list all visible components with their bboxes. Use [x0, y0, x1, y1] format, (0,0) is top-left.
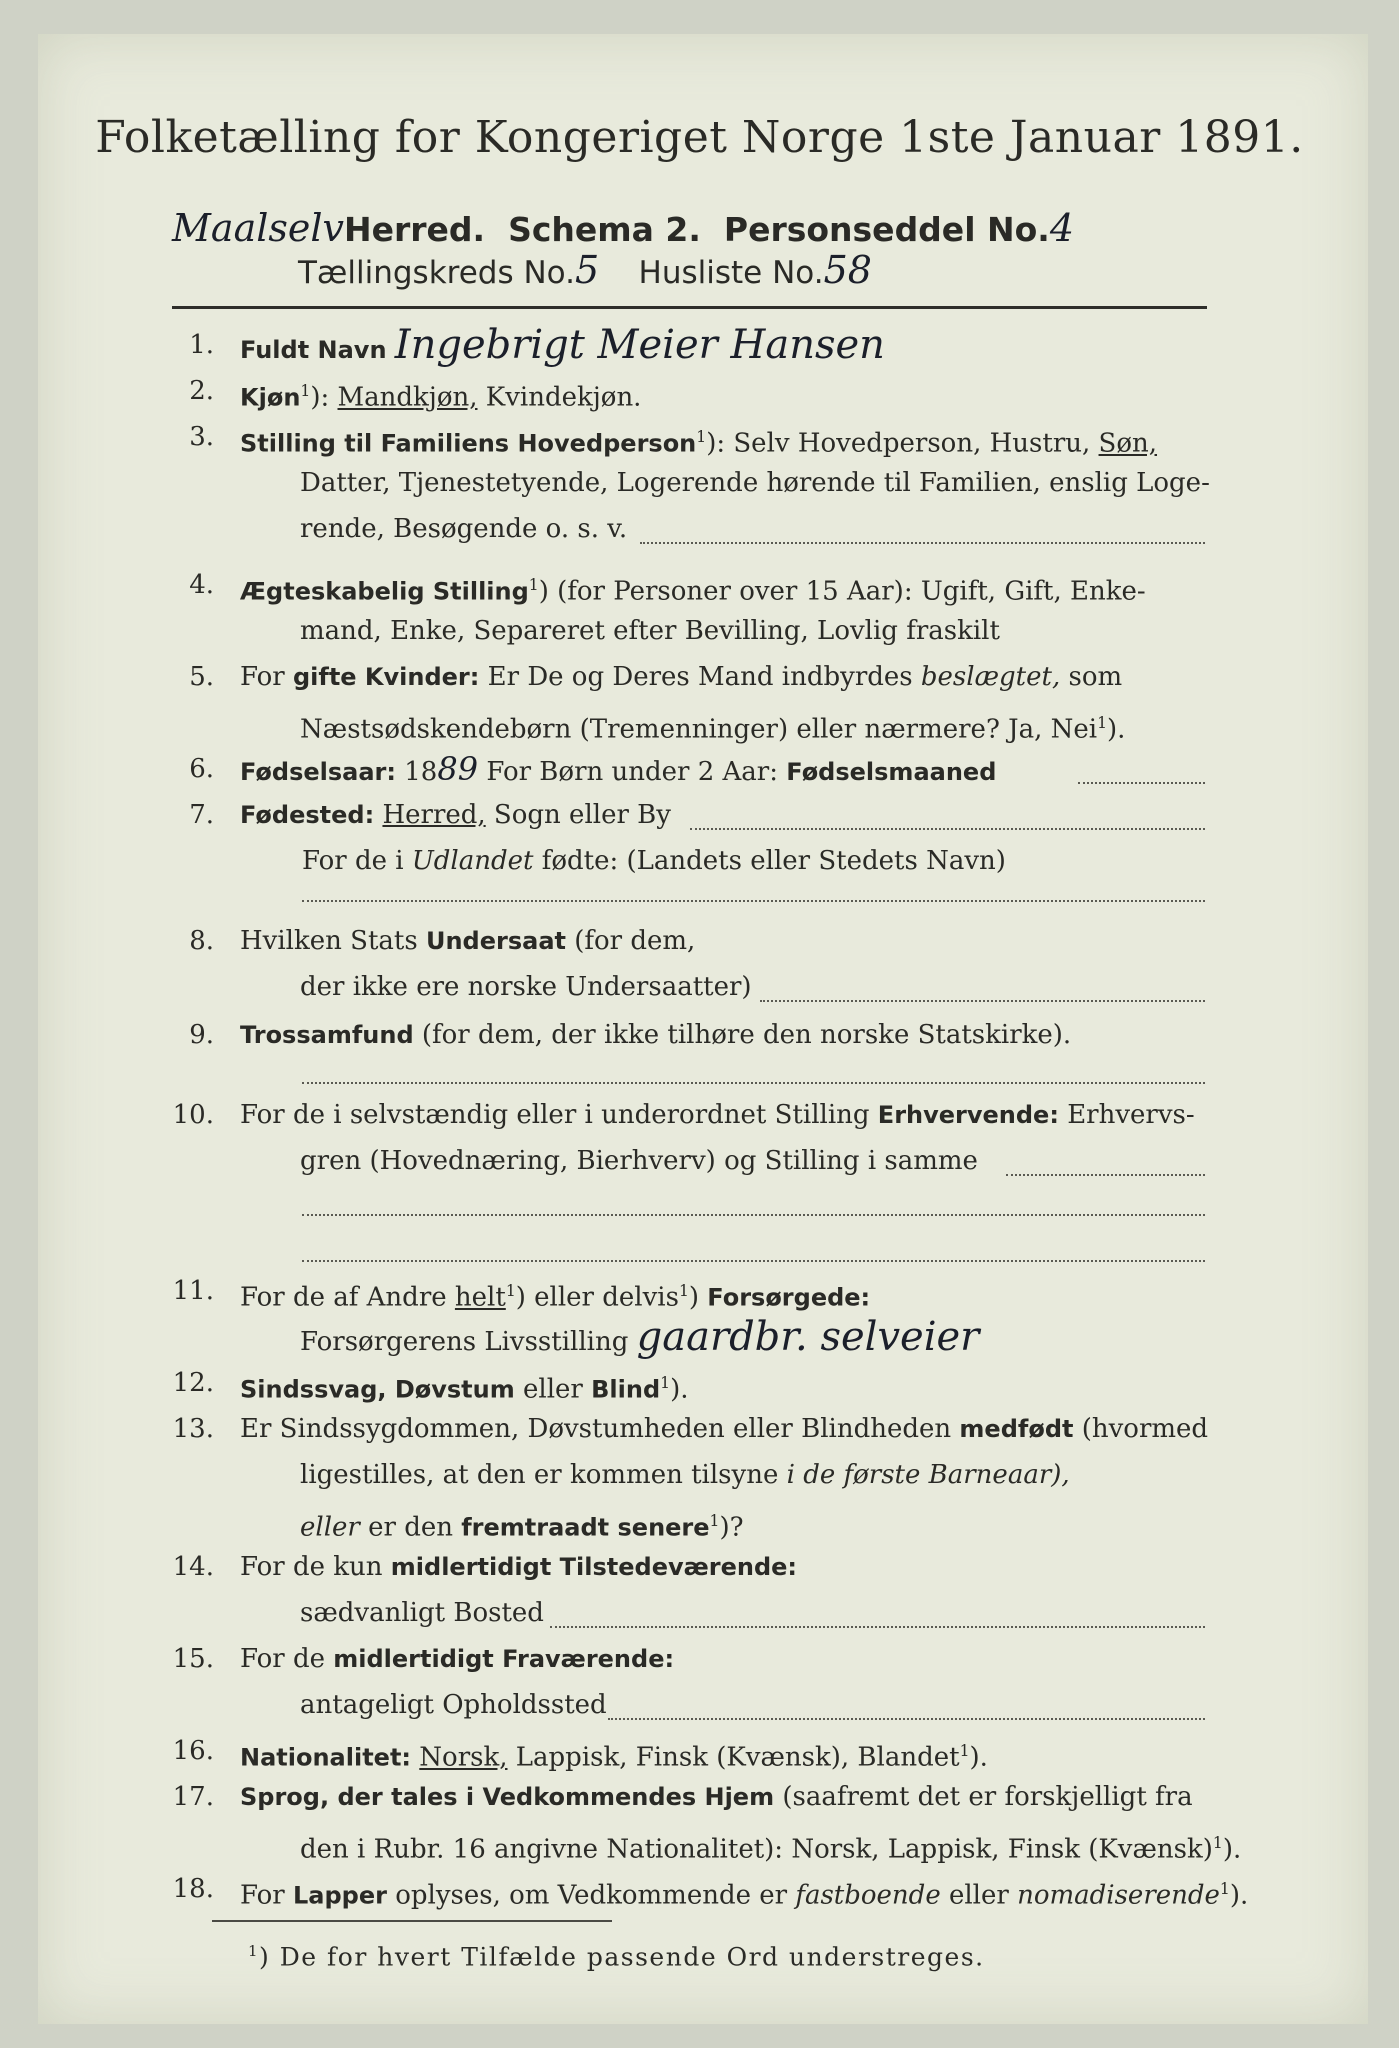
footnote-mark: 1 — [709, 1512, 720, 1530]
question-6 — [172, 746, 1207, 792]
question-number: 11. — [172, 1276, 214, 1306]
question-text: ) eller delvis — [515, 1282, 679, 1313]
blind-label: Blind — [591, 1375, 661, 1404]
header-rule — [172, 306, 1207, 309]
footnote-mark: 1 — [696, 428, 707, 446]
question-text: Næstsødskendebørn (Tremenninger) eller nærmere? Ja, Nei — [300, 714, 1098, 745]
answer-dotted-line — [690, 826, 1205, 830]
question-text: gren (Hovednæring, Bierhverv) og Stilling i samme — [300, 1146, 978, 1176]
schema-label: Schema 2. — [508, 210, 701, 249]
question-11-line-2 — [172, 1314, 1207, 1360]
question-text: ): Selv Hovedperson, Hustru, — [706, 428, 1099, 459]
footnote-mark: 1 — [959, 1742, 970, 1760]
question-text: eller — [514, 1374, 592, 1405]
question-14 — [172, 1544, 1207, 1590]
question-text: ): — [310, 382, 338, 413]
question-text: For — [240, 662, 293, 692]
citizenship-label: Undersaat — [425, 927, 566, 955]
marital-status-label: Ægteskabelig Stilling — [240, 577, 529, 606]
question-8 — [172, 918, 1207, 964]
temporary-present-label: midlertidigt Tilstedeværende: — [390, 1553, 798, 1581]
kreds-label: Tællingskreds No. — [298, 255, 575, 291]
question-11: 11. For de af Andre helt$^1$) eller delvis$^1$) Forsørgede: — [172, 1268, 1207, 1314]
question-text: ligestilles, at den er kommen tilsyne — [300, 1460, 787, 1490]
question-3-line-3 — [172, 506, 1207, 552]
question-number: 15. — [172, 1644, 214, 1674]
religion-label: Trossamfund — [240, 1021, 414, 1049]
answer-dotted-line — [302, 898, 1205, 902]
supported-fully-underlined: helt — [454, 1282, 506, 1313]
congenital-label: medfødt — [959, 1415, 1074, 1443]
question-3-line-2 — [172, 460, 1210, 506]
question-text: (for dem, der ikke tilhøre den norske Statskirke). — [413, 1020, 1072, 1050]
question-text-italic: nomadiserende — [1017, 1880, 1220, 1911]
answer-dotted-line — [640, 540, 1205, 544]
language-label: Sprog, der tales i Vedkommendes Hjem — [240, 1783, 775, 1811]
question-text: (saafremt det er forskjelligt fra — [774, 1782, 1193, 1812]
question-number: 3. — [189, 422, 214, 452]
question-number: 8. — [189, 926, 214, 956]
question-text: Hvilken Stats — [240, 926, 426, 956]
full-name-label: Fuldt Navn — [240, 336, 387, 364]
question-15 — [172, 1636, 1207, 1682]
footnote-mark: 1 — [528, 576, 539, 594]
sami-label: Lapper — [292, 1881, 387, 1910]
question-text: Er Sindssygdommen, Døvstumheden eller Blindheden — [240, 1414, 960, 1444]
question-text-italic: i de første Barneaar), — [786, 1460, 1070, 1490]
question-text: For de af Andre — [240, 1282, 455, 1313]
question-text: fødte: (Landets eller Stedets Navn) — [533, 846, 1006, 876]
question-text: Datter, Tjenestetyende, Logerende hørende til Familien, enslig Loge- — [300, 468, 1210, 498]
disability-label: Sindssvag, Døvstum — [240, 1375, 515, 1404]
question-text: Sogn eller By — [485, 800, 671, 830]
footnote-mark: 1 — [1097, 714, 1107, 732]
question-4-line-2 — [172, 608, 1207, 654]
nationality-underlined: Norsk, — [419, 1742, 508, 1773]
question-number: 12. — [172, 1368, 214, 1398]
family-position-underlined: Søn, — [1098, 428, 1158, 459]
answer-dotted-line — [550, 1624, 1205, 1628]
answer-dotted-line — [302, 1212, 1205, 1216]
question-13-line-3 — [172, 1498, 1207, 1544]
answer-dotted-line — [608, 1716, 1205, 1720]
question-16: 16. Nationalitet: Norsk, Lappisk, Finsk (Kvænsk), Blandet$^1$). — [172, 1728, 1207, 1774]
footnote: $^1$) De for hvert Tilfælde passende Ord understreges. — [248, 1942, 985, 1972]
question-5 — [172, 654, 1207, 700]
occupation-label: Erhvervende: — [877, 1101, 1059, 1129]
question-text: sædvanligt Bosted — [300, 1598, 544, 1628]
question-5-line-2: Næstsødskendebørn (Tremenninger) eller nærmere? Ja, Nei$^1$). — [300, 714, 1126, 745]
question-text-italic: beslægtet, — [920, 662, 1061, 692]
question-number: 9. — [189, 1020, 214, 1050]
footnote-mark: 1 — [1219, 1880, 1230, 1898]
temporary-absent-label: midlertidigt Fraværende: — [333, 1645, 675, 1673]
question-text: antageligt Opholdssted — [300, 1690, 607, 1720]
question-17 — [172, 1774, 1207, 1820]
question-text: Erhvervs- — [1058, 1100, 1195, 1130]
question-3 — [172, 414, 1207, 460]
question-15-line-2 — [172, 1682, 1207, 1728]
question-number: 14. — [172, 1552, 214, 1582]
question-number: 7. — [189, 800, 214, 830]
question-text-italic: Udlandet — [411, 846, 534, 876]
birth-year-prefix: 18 — [404, 757, 438, 787]
question-text: som — [1060, 662, 1123, 692]
sex-label: Kjøn — [240, 383, 301, 412]
later-onset-label: fremtraadt senere — [461, 1513, 710, 1542]
nationality-label: Nationalitet: — [240, 1743, 412, 1772]
question-4 — [172, 562, 1207, 608]
birth-month-label: Fødselsmaaned — [786, 758, 997, 786]
footnote-mark: 1 — [505, 1282, 516, 1300]
question-18 — [172, 1866, 1230, 1912]
herred-label: Herred. — [343, 210, 486, 249]
personseddel-value: 4 — [1049, 206, 1075, 250]
header-line-kreds — [298, 240, 1198, 300]
sex-option-female: Kvindekjøn. — [477, 382, 642, 413]
question-text: For de i selvstændig eller i underordnet Stilling — [240, 1100, 878, 1130]
question-number: 2. — [189, 376, 214, 406]
footnote-mark: 1 — [248, 1942, 260, 1960]
question-text: ) (for Personer over 15 Aar): Ugift, Gift, Enke- — [538, 576, 1146, 607]
sex-option-male-underlined: Mandkjøn, — [337, 382, 478, 413]
question-text: (hvormed — [1073, 1414, 1209, 1444]
question-text: Lappisk, Finsk (Kvænsk), Blandet — [507, 1742, 960, 1773]
question-text: For de i — [302, 846, 412, 876]
question-9 — [172, 1012, 1207, 1058]
answer-dotted-line — [302, 1258, 1205, 1262]
answer-dotted-line — [760, 998, 1205, 1002]
footnote-mark: 1 — [678, 1282, 689, 1300]
question-13-line-2 — [172, 1452, 1207, 1498]
question-10 — [172, 1092, 1207, 1138]
question-number: 17. — [172, 1782, 214, 1812]
footnote-mark: 1 — [1212, 1834, 1223, 1852]
question-7-line-2 — [172, 838, 1207, 884]
herred-value: Maalselv — [172, 206, 344, 250]
question-text: eller — [940, 1880, 1018, 1911]
question-number: 4. — [189, 570, 214, 600]
birth-year-value: 89 — [437, 750, 479, 788]
question-number: 6. — [189, 754, 214, 784]
husliste-label: Husliste No. — [638, 255, 824, 291]
question-14-line-2 — [172, 1590, 1207, 1636]
supported-label: Forsørgede: — [707, 1283, 871, 1312]
question-12 — [172, 1360, 1207, 1406]
question-text: (for dem, — [565, 926, 696, 956]
question-text: oplyses, om Vedkommende er — [386, 1880, 796, 1911]
question-text-italic: fastboende — [795, 1880, 941, 1911]
question-17-line-2 — [172, 1820, 1223, 1866]
question-number: 18. — [172, 1874, 214, 1904]
footnote-text: De for hvert Tilfælde passende Ord understreges. — [279, 1942, 985, 1972]
form-title: Folketælling for Kongeriget Norge 1ste Januar 1891. — [95, 112, 1304, 163]
full-name-value: Ingebrigt Meier Hansen — [394, 322, 885, 368]
personseddel-label: Personseddel No. — [723, 210, 1050, 249]
question-number: 10. — [172, 1100, 214, 1130]
question-text: er den — [359, 1512, 462, 1543]
question-text: For de — [240, 1644, 334, 1674]
question-text: mand, Enke, Separeret efter Bevilling, Lovlig fraskilt — [300, 616, 1000, 646]
question-number: 1. — [189, 330, 214, 360]
footnote-mark: 1 — [660, 1374, 671, 1392]
question-1 — [172, 322, 1207, 368]
question-8-line-2 — [172, 964, 1207, 1010]
kreds-value: 5 — [574, 248, 600, 292]
question-10-line-2 — [172, 1138, 1207, 1184]
question-text: ). — [670, 1374, 689, 1405]
question-text: For de kun — [240, 1552, 391, 1582]
question-text: den i Rubr. 16 angivne Nationalitet): Norsk, Lappisk, Finsk (Kvænsk) — [300, 1834, 1213, 1865]
question-text: der ikke ere norske Undersaatter) — [300, 972, 752, 1002]
footnote-rule — [212, 1920, 612, 1922]
answer-dotted-line — [1078, 780, 1205, 784]
question-text: Er De og Deres Mand indbyrdes — [479, 662, 921, 692]
husliste-value: 58 — [823, 248, 872, 292]
birthplace-label: Fødested: — [240, 801, 375, 829]
question-7 — [172, 792, 1207, 838]
married-women-label: gifte Kvinder: — [292, 663, 480, 691]
question-13 — [172, 1406, 1207, 1452]
question-number: 5. — [189, 662, 214, 692]
answer-dotted-line — [302, 1080, 1205, 1084]
question-2 — [172, 368, 1207, 414]
footnote-mark: 1 — [300, 382, 311, 400]
question-text-italic: eller — [300, 1512, 360, 1543]
question-number: 13. — [172, 1414, 214, 1444]
question-text: For Børn under 2 Aar: — [478, 757, 787, 787]
question-text: For — [240, 1880, 293, 1911]
answer-dotted-line — [1006, 1172, 1205, 1176]
birth-year-label: Fødselsaar: — [240, 758, 396, 786]
question-text: Forsørgerens Livsstilling — [300, 1327, 629, 1357]
family-position-label: Stilling til Familiens Hovedperson — [240, 429, 697, 458]
provider-occupation-value: gaardbr. selveier — [636, 1314, 980, 1360]
question-text: )? — [719, 1512, 744, 1543]
question-text: rende, Besøgende o. s. v. — [300, 514, 628, 544]
birthplace-underlined: Herred, — [382, 800, 486, 830]
question-number: 16. — [172, 1736, 214, 1766]
